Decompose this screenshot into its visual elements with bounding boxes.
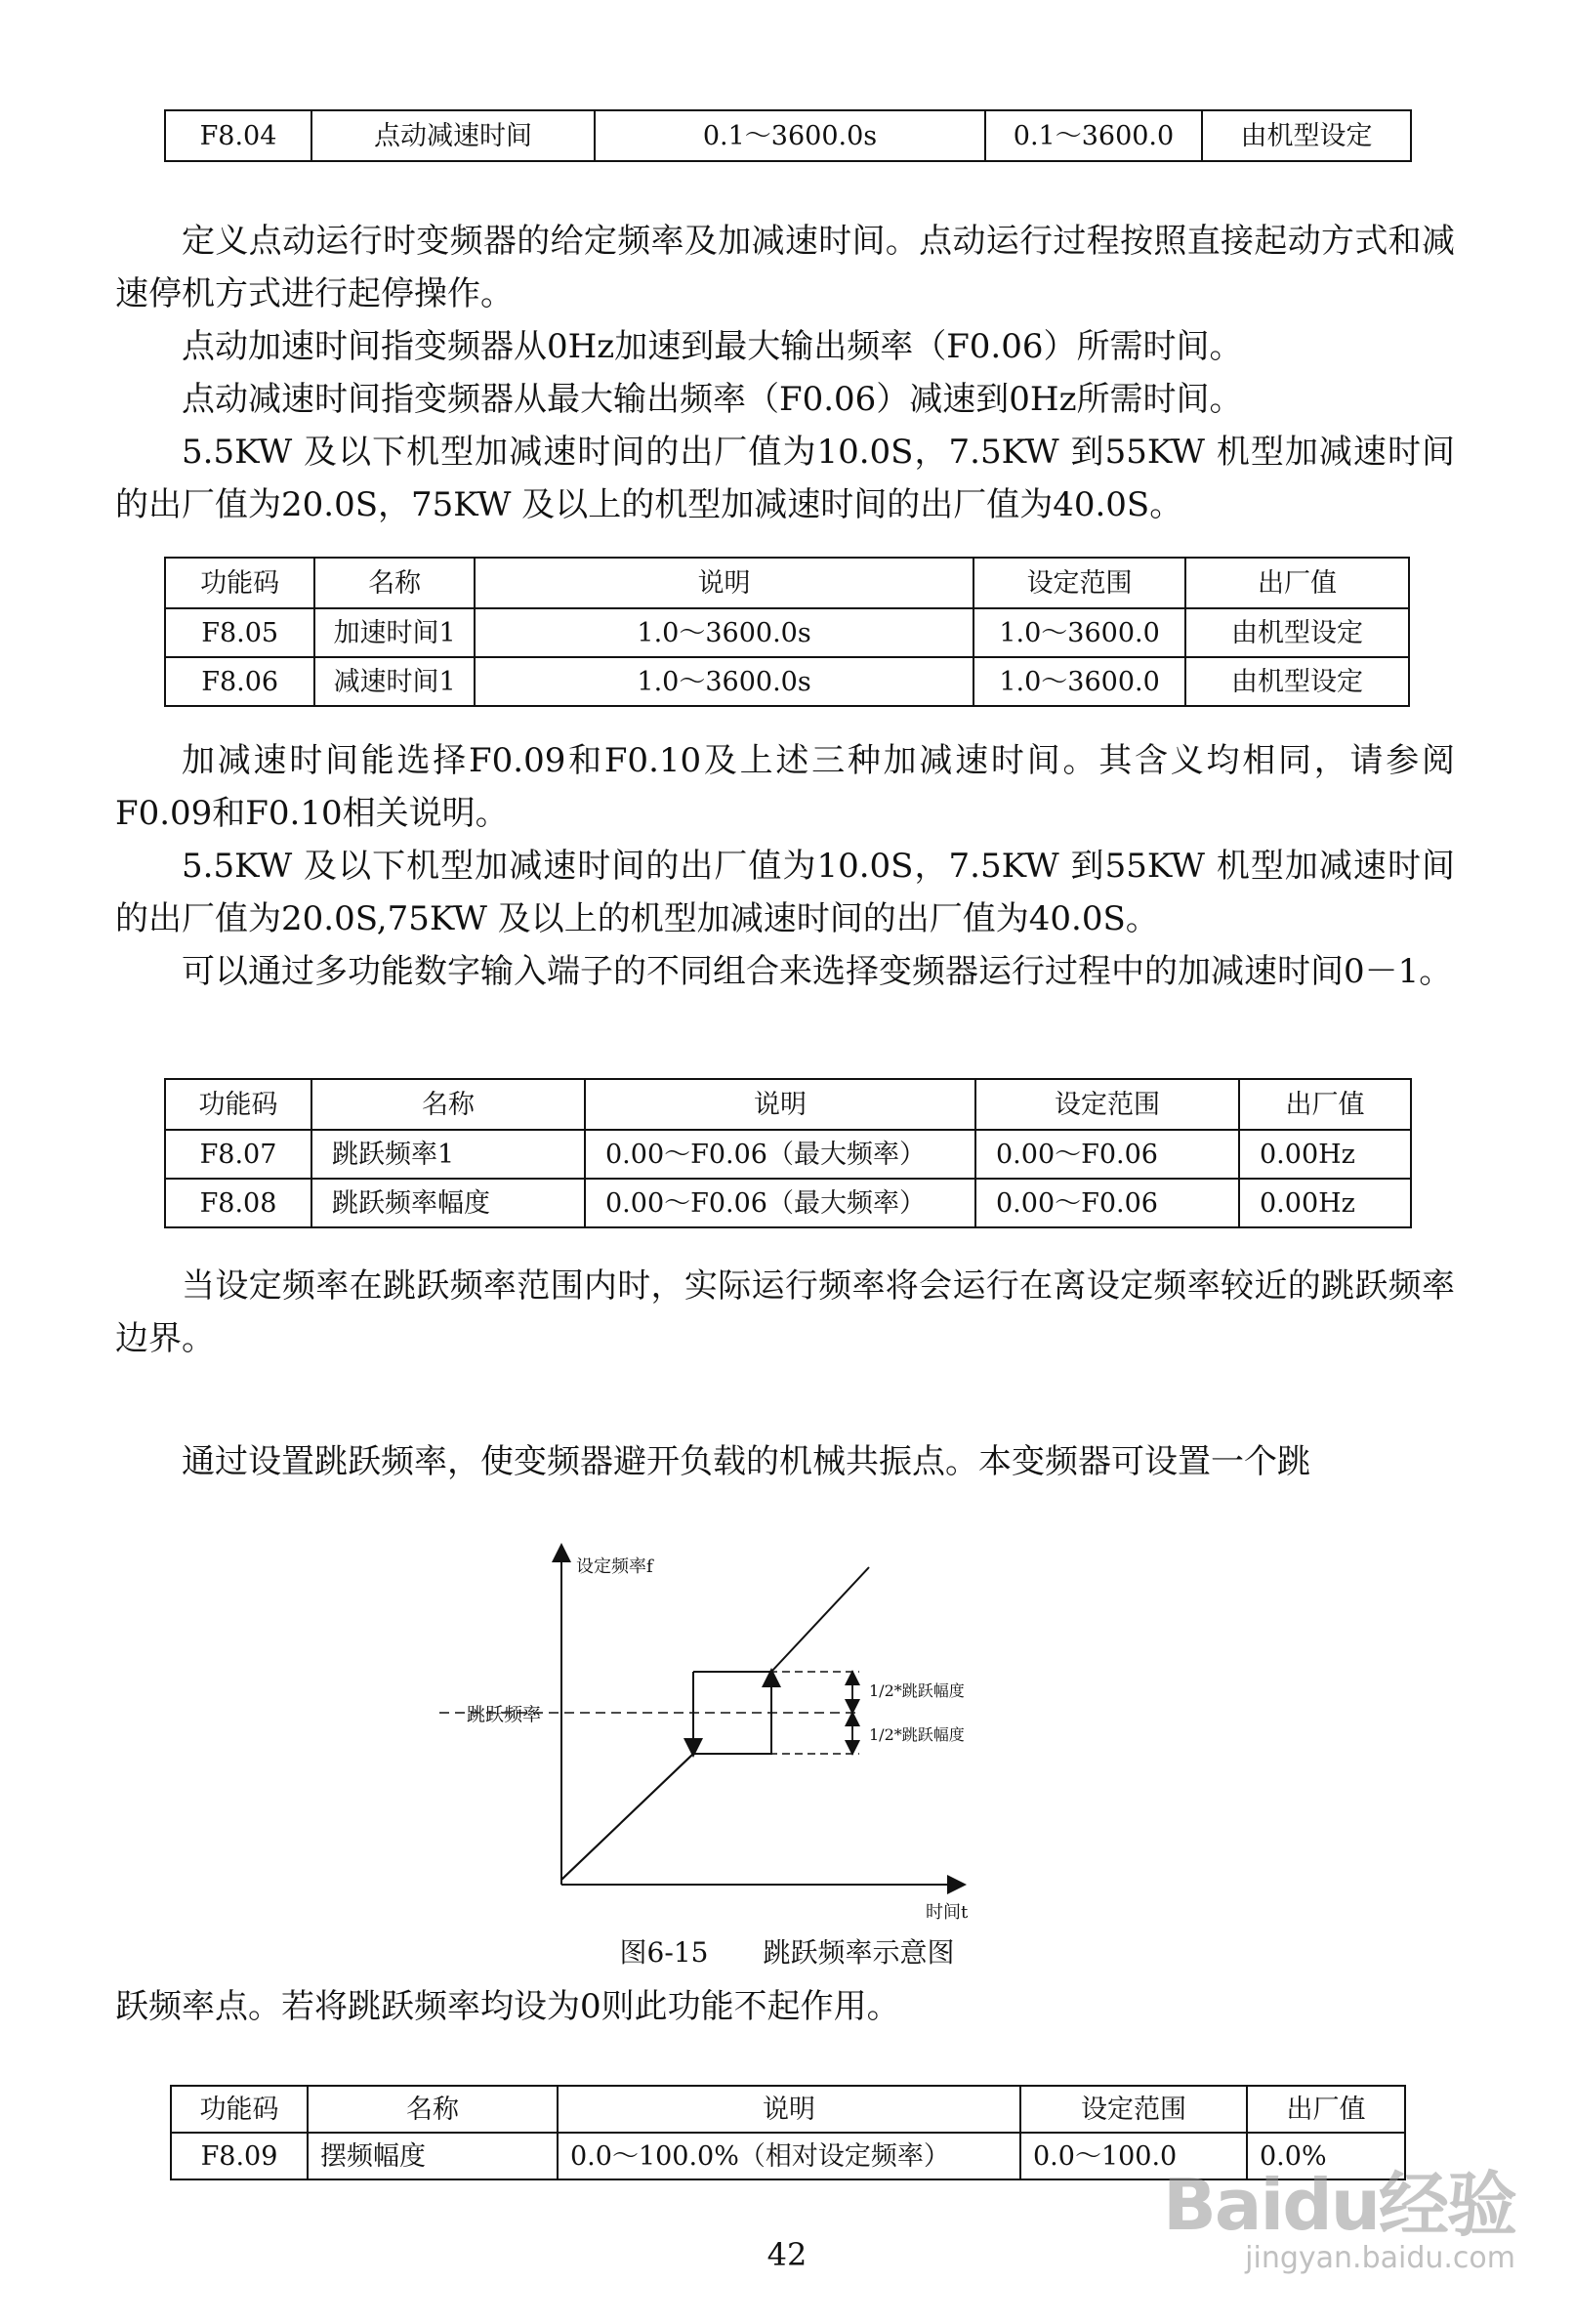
paragraph-jump-purpose <box>115 1435 1455 1488</box>
header-name: 名称 <box>308 2086 558 2133</box>
paragraph-line: 跃频率点。若将跳跃频率均设为0则此功能不起作用。 <box>115 1987 900 2026</box>
page-number: 42 <box>766 2236 808 2273</box>
default-cell: 0.00Hz <box>1239 1130 1411 1179</box>
header-description: 说明 <box>585 1079 975 1130</box>
paragraph-jog-description <box>115 215 1455 531</box>
paragraph-line: 加减速时间能选择F0.09和F0.10及上述三种加减速时间。其含义均相同，请参阅F0.09和F0.10相关说明。 <box>115 741 1455 833</box>
header-description: 说明 <box>475 558 973 608</box>
watermark <box>1144 2138 1535 2295</box>
name-cell: 点动减速时间 <box>311 110 595 161</box>
description-cell: 0.00～F0.06（最大频率） <box>585 1179 975 1227</box>
header-function-code: 功能码 <box>165 558 314 608</box>
paragraph-jump-disable <box>115 1980 1455 2033</box>
x-axis-label: 时间t <box>926 1902 969 1923</box>
default-cell: 由机型设定 <box>1185 657 1409 706</box>
table-header-row <box>165 1079 1411 1130</box>
header-function-code: 功能码 <box>165 1079 311 1130</box>
frequency-curve <box>561 1567 869 1880</box>
range-cell: 1.0～3600.0 <box>973 608 1185 657</box>
default-cell: 0.00Hz <box>1239 1179 1411 1227</box>
table-row <box>165 110 1411 161</box>
paragraph-jump-boundary <box>115 1260 1455 1365</box>
y-axis-label: 设定频率f <box>576 1556 653 1577</box>
description-cell: 0.1～3600.0s <box>595 110 985 161</box>
header-name: 名称 <box>311 1079 585 1130</box>
header-range: 设定范围 <box>973 558 1185 608</box>
paragraph-line: 当设定频率在跳跃频率范围内时，实际运行频率将会运行在离设定频率较近的跳跃频率边界。 <box>115 1266 1455 1358</box>
param-table-accel <box>164 557 1410 707</box>
watermark-logo: Baidu经验 <box>1163 2164 1515 2246</box>
range-cell: 0.00～F0.06 <box>975 1130 1239 1179</box>
range-cell: 1.0～3600.0 <box>973 657 1185 706</box>
name-cell: 摆频幅度 <box>308 2133 558 2179</box>
figure-caption: 图6-15 跳跃频率示意图 <box>619 1936 955 1969</box>
function-code-cell: F8.08 <box>165 1179 311 1227</box>
default-cell: 由机型设定 <box>1185 608 1409 657</box>
function-code-cell: F8.05 <box>165 608 314 657</box>
range-cell: 0.00～F0.06 <box>975 1179 1239 1227</box>
function-code-cell: F8.07 <box>165 1130 311 1179</box>
range-cell: 0.1～3600.0 <box>985 110 1202 161</box>
name-cell: 跳跃频率幅度 <box>311 1179 585 1227</box>
name-cell: 减速时间1 <box>314 657 475 706</box>
paragraph-line: 点动加速时间指变频器从0Hz加速到最大输出频率（F0.06）所需时间。 <box>182 327 1243 366</box>
name-cell: 加速时间1 <box>314 608 475 657</box>
header-name: 名称 <box>314 558 475 608</box>
function-code-cell: F8.09 <box>171 2133 308 2179</box>
header-description: 说明 <box>558 2086 1020 2133</box>
header-default: 出厂值 <box>1239 1079 1411 1130</box>
description-cell: 1.0～3600.0s <box>475 657 973 706</box>
function-code-cell: F8.06 <box>165 657 314 706</box>
description-cell: 0.0～100.0%（相对设定频率） <box>558 2133 1020 2179</box>
paragraph-line: 5.5KW 及以下机型加减速时间的出厂值为10.0S，7.5KW 到55KW 机型加减速时间的出厂值为20.0S,75KW 及以上的机型加减速时间的出厂值为40.0S。 <box>115 847 1455 938</box>
curve-lower-segment <box>561 1754 693 1880</box>
default-cell: 由机型设定 <box>1202 110 1411 161</box>
header-function-code: 功能码 <box>171 2086 308 2133</box>
header-range: 设定范围 <box>975 1079 1239 1130</box>
watermark-url: jingyan.baidu.com <box>1245 2241 1515 2275</box>
paragraph-line: 点动减速时间指变频器从最大输出频率（F0.06）减速到0Hz所需时间。 <box>182 380 1243 419</box>
jump-frequency-diagram <box>430 1533 976 1963</box>
name-cell: 跳跃频率1 <box>311 1130 585 1179</box>
description-cell: 1.0～3600.0s <box>475 608 973 657</box>
description-cell: 0.00～F0.06（最大频率） <box>585 1130 975 1179</box>
range-cell: 0.0～100.0 <box>1020 2133 1247 2179</box>
header-range: 设定范围 <box>1020 2086 1247 2133</box>
table-row <box>165 608 1409 657</box>
param-table-jump-frequency <box>164 1078 1412 1228</box>
param-table-f804 <box>164 109 1412 162</box>
lower-band-label: 1/2*跳跃幅度 <box>869 1725 965 1744</box>
header-default: 出厂值 <box>1185 558 1409 608</box>
upper-band-label: 1/2*跳跃幅度 <box>869 1681 965 1700</box>
paragraph-line: 通过设置跳跃频率，使变频器避开负载的机械共振点。本变频器可设置一个跳 <box>182 1442 1310 1481</box>
jump-frequency-label: 跳跃频率 <box>467 1704 542 1725</box>
paragraph-line: 定义点动运行时变频器的给定频率及加减速时间。点动运行过程按照直接起动方式和减速停机方式进行起停操作。 <box>115 222 1455 313</box>
table-header-row <box>165 558 1409 608</box>
table-row <box>165 657 1409 706</box>
paragraph-line: 可以通过多功能数字输入端子的不同组合来选择变频器运行过程中的加减速时间0－1。 <box>182 952 1453 991</box>
table-header-row <box>171 2086 1405 2133</box>
paragraph-accel-selection <box>115 734 1455 998</box>
function-code-cell: F8.04 <box>165 110 311 161</box>
table-row <box>165 1130 1411 1179</box>
header-default: 出厂值 <box>1247 2086 1405 2133</box>
paragraph-line: 5.5KW 及以下机型加减速时间的出厂值为10.0S，7.5KW 到55KW 机型加减速时间的出厂值为20.0S，75KW 及以上的机型加减速时间的出厂值为40.0S。 <box>115 433 1455 524</box>
table-row <box>165 1179 1411 1227</box>
default-cell: 0.0% <box>1247 2133 1405 2179</box>
